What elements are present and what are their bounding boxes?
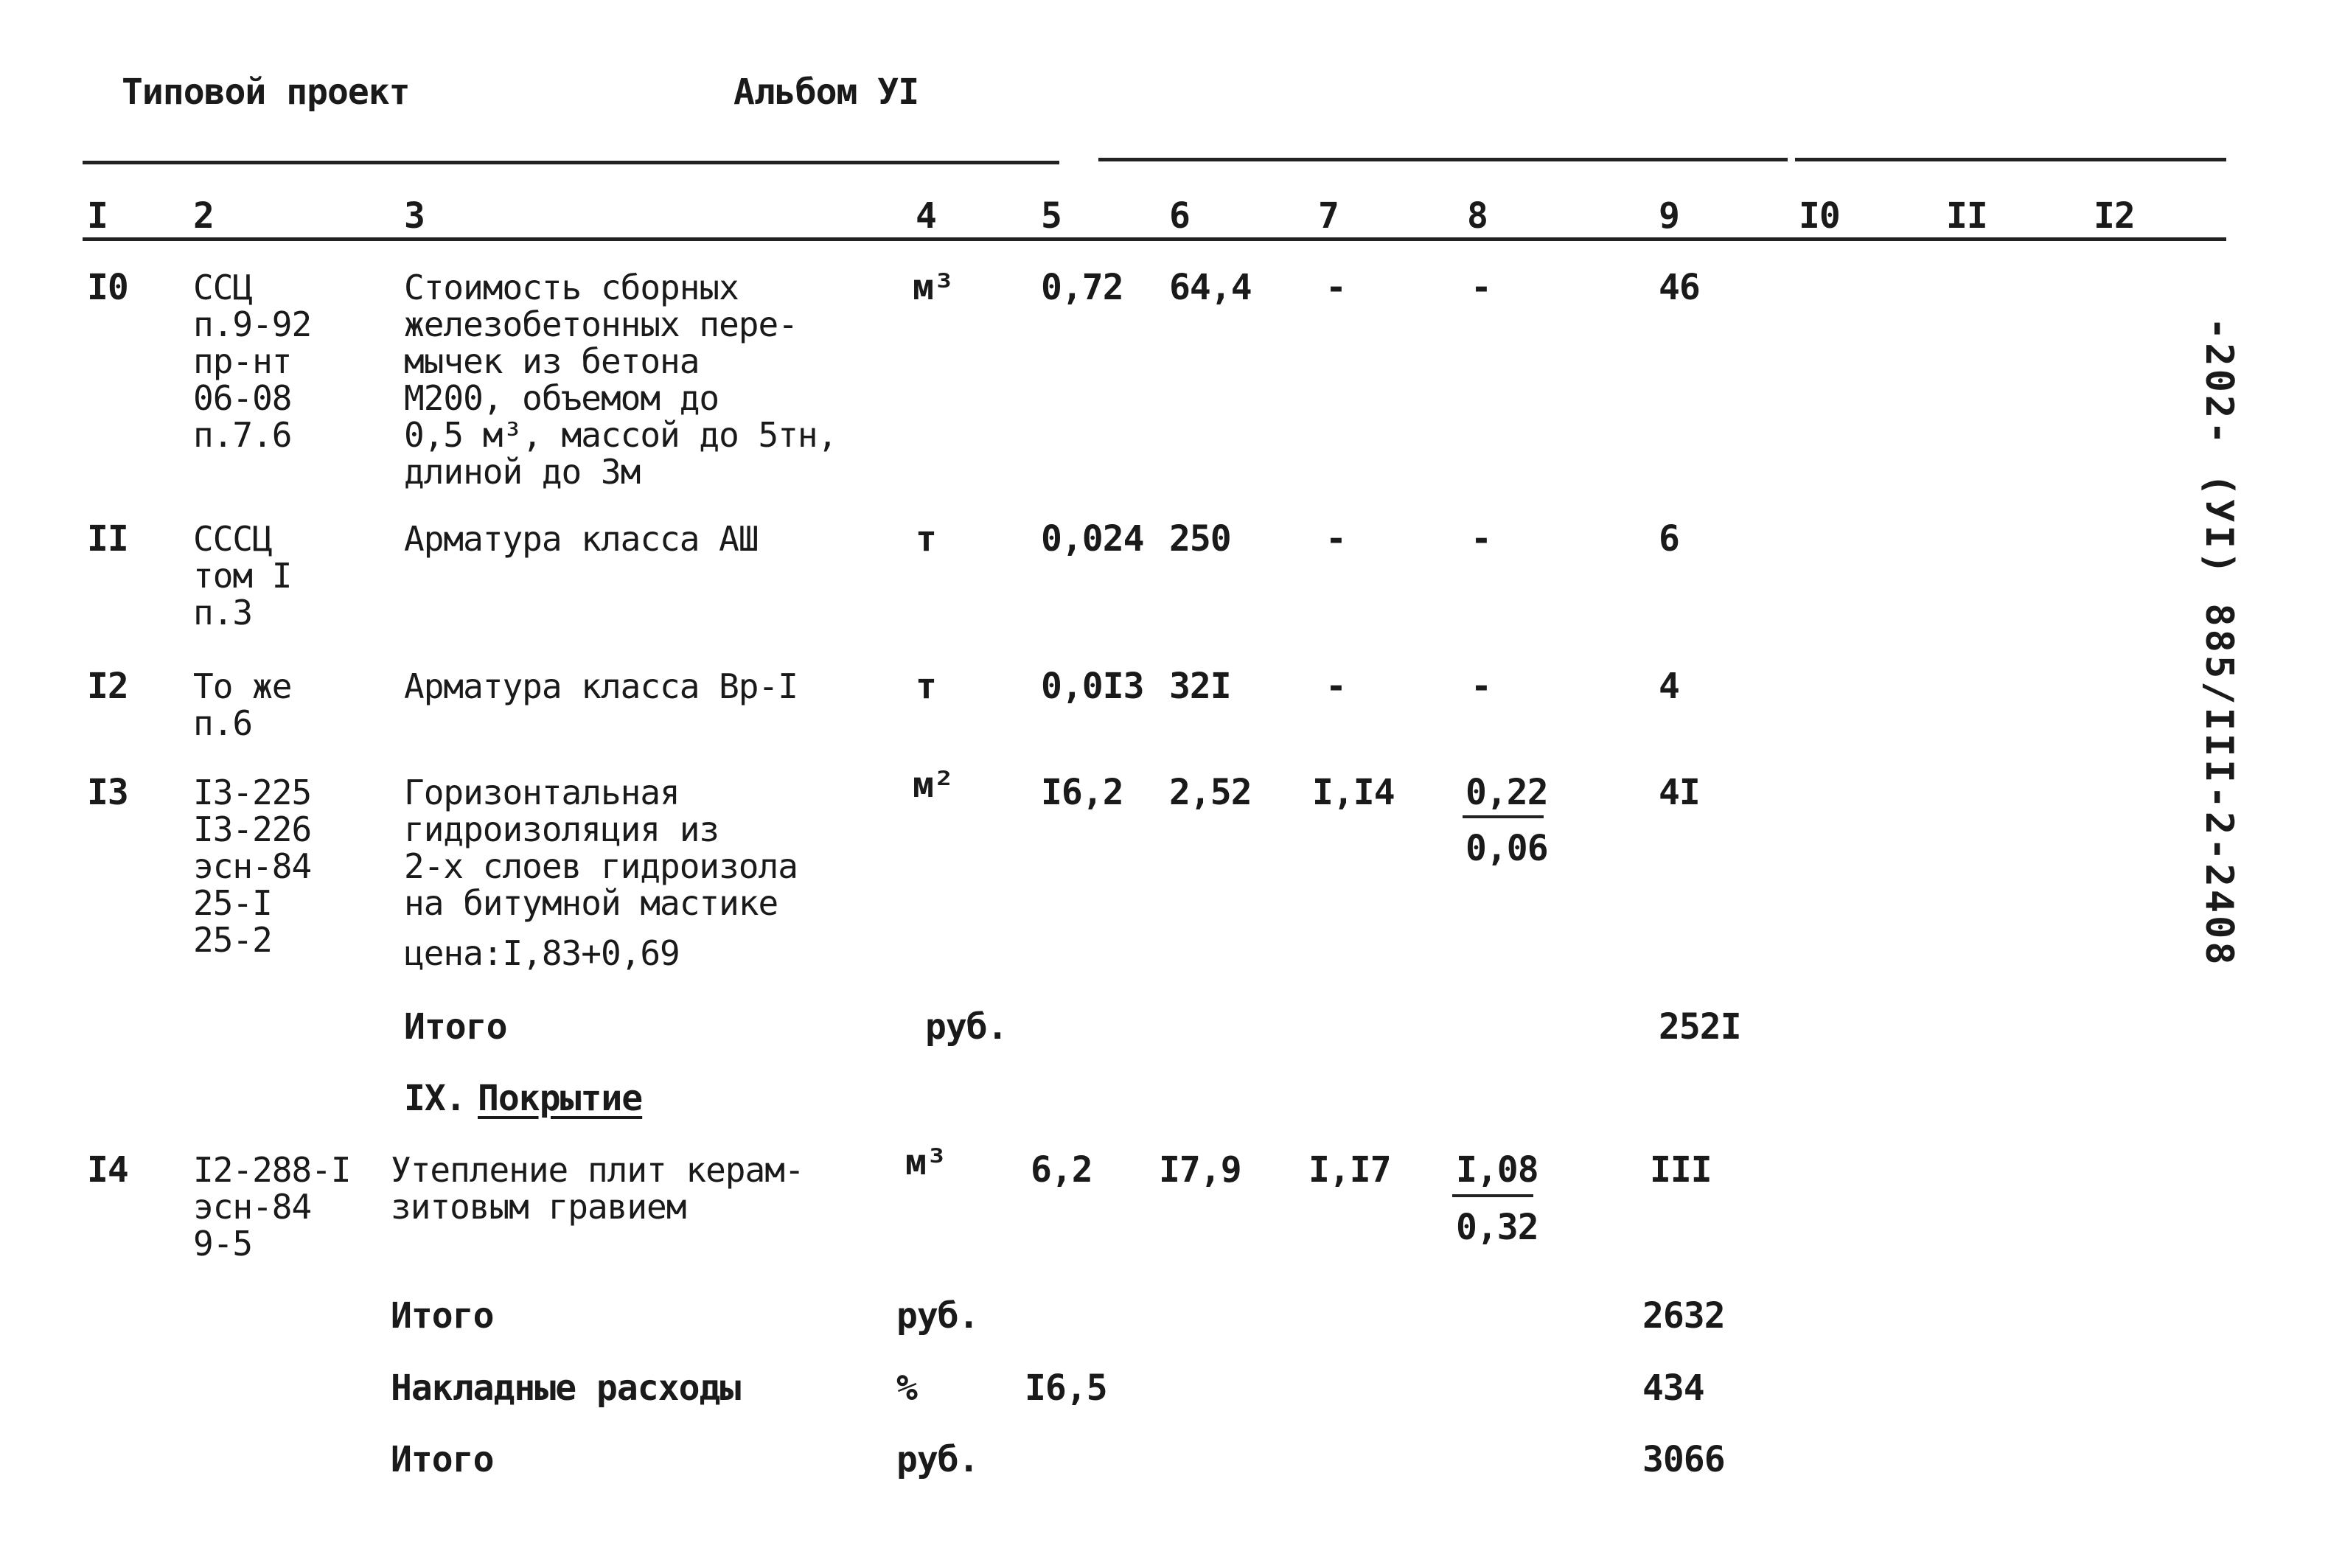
norm-reference: I3-225 I3-226 эсн-84 25-I 25-2	[193, 773, 312, 960]
unit: м³	[913, 267, 954, 308]
norm-reference: I2-288-I эсн-84 9-5	[193, 1150, 351, 1264]
quantity: 0,0I3	[1041, 666, 1144, 707]
norm-reference: ССЦ п.9-92 пр-нт 06-08 п.7.6	[193, 268, 312, 455]
summary-total: 3066	[1642, 1439, 1725, 1480]
col8-value: -	[1471, 267, 1491, 308]
quantity: 0,024	[1041, 518, 1144, 560]
total-cost: 6	[1659, 518, 1679, 560]
summary-qty: I6,5	[1025, 1367, 1107, 1409]
quantity: 0,72	[1041, 267, 1123, 308]
subtotal-total: 252I	[1659, 1006, 1741, 1048]
summary-label: Накладные расходы	[391, 1367, 741, 1409]
total-cost: 4	[1659, 666, 1679, 707]
col7-value: I,I4	[1312, 772, 1395, 813]
col-header-12: I2	[2094, 195, 2135, 237]
summary-total: 434	[1642, 1367, 1704, 1409]
unit: м³	[905, 1142, 947, 1183]
col-header-6: 6	[1169, 195, 1190, 237]
col-header-4: 4	[916, 195, 936, 237]
col8-value: -	[1471, 518, 1491, 560]
top-rule-middle	[1098, 158, 1788, 161]
album-label: Альбом УI	[733, 72, 919, 113]
col8-denominator: 0,32	[1456, 1207, 1538, 1248]
row-number: II	[87, 518, 128, 560]
unit: т	[916, 518, 936, 560]
col7-value: I,I7	[1308, 1149, 1391, 1191]
unit-price: 64,4	[1169, 267, 1252, 308]
work-description: Стоимость сборных железобетонных пере- мычек из бетона М200, объемом до 0,5 м³, массой до 5тн, длиной до 3м	[404, 268, 837, 492]
norm-reference: То же п.6	[193, 666, 292, 743]
col8-value: -	[1471, 666, 1491, 707]
top-rule-right	[1795, 158, 2226, 161]
col-header-5: 5	[1041, 195, 1062, 237]
summary-unit: руб.	[896, 1439, 979, 1480]
top-rule-left	[83, 161, 1059, 164]
quantity: 6,2	[1031, 1149, 1092, 1191]
col-header-2: 2	[193, 195, 214, 237]
row-number: I0	[87, 267, 128, 308]
section-title: Покрытие	[478, 1078, 643, 1119]
col8-denominator: 0,06	[1466, 828, 1548, 869]
summary-label: Итого	[391, 1439, 494, 1480]
unit: м²	[913, 764, 954, 806]
col-header-3: 3	[404, 195, 425, 237]
col-header-11: II	[1946, 195, 1987, 237]
summary-unit: %	[896, 1367, 917, 1409]
work-description: Утепление плит керам- зитовым гравием	[391, 1150, 804, 1227]
fraction-line	[1452, 1194, 1533, 1197]
subtotal-label: Итого	[404, 1006, 507, 1048]
col-header-9: 9	[1659, 195, 1679, 237]
fraction-line	[1463, 815, 1544, 818]
row-number: I2	[87, 666, 128, 707]
unit-price: I7,9	[1159, 1149, 1241, 1191]
header-underline	[83, 237, 2226, 241]
total-cost: III	[1650, 1149, 1712, 1191]
project-label: Типовой проект	[122, 72, 410, 113]
unit: т	[916, 666, 936, 707]
col8-numerator: I,08	[1456, 1149, 1538, 1191]
summary-total: 2632	[1642, 1295, 1725, 1337]
work-description: Арматура класса АШ	[404, 519, 759, 559]
work-description: Арматура класса Вр-I	[404, 666, 798, 706]
unit-price: 32I	[1169, 666, 1231, 707]
unit-price: 2,52	[1169, 772, 1252, 813]
summary-unit: руб.	[896, 1295, 979, 1337]
total-cost: 46	[1659, 267, 1700, 308]
col-header-1: I	[87, 195, 108, 237]
row-number: I3	[87, 772, 128, 813]
summary-label: Итого	[391, 1295, 494, 1337]
col7-value: -	[1325, 267, 1346, 308]
subtotal-unit: руб.	[925, 1006, 1008, 1048]
row-number: I4	[87, 1149, 128, 1191]
col-header-10: I0	[1799, 195, 1840, 237]
col7-value: -	[1325, 518, 1346, 560]
col-header-8: 8	[1467, 195, 1488, 237]
unit-price: 250	[1169, 518, 1231, 560]
total-cost: 4I	[1659, 772, 1700, 813]
col-header-7: 7	[1318, 195, 1339, 237]
quantity: I6,2	[1041, 772, 1123, 813]
price-note: цена:I,83+0,69	[404, 933, 680, 973]
norm-reference: СССЦ том I п.3	[193, 519, 292, 633]
margin-stamp: -202- (УI) 885/III-2-2408	[2197, 317, 2241, 968]
section-number: IX.	[404, 1078, 466, 1119]
col7-value: -	[1325, 666, 1346, 707]
col8-numerator: 0,22	[1466, 772, 1548, 813]
work-description: Горизонтальная гидроизоляция из 2-х слоев гидроизола на битумной мастике	[404, 773, 798, 923]
